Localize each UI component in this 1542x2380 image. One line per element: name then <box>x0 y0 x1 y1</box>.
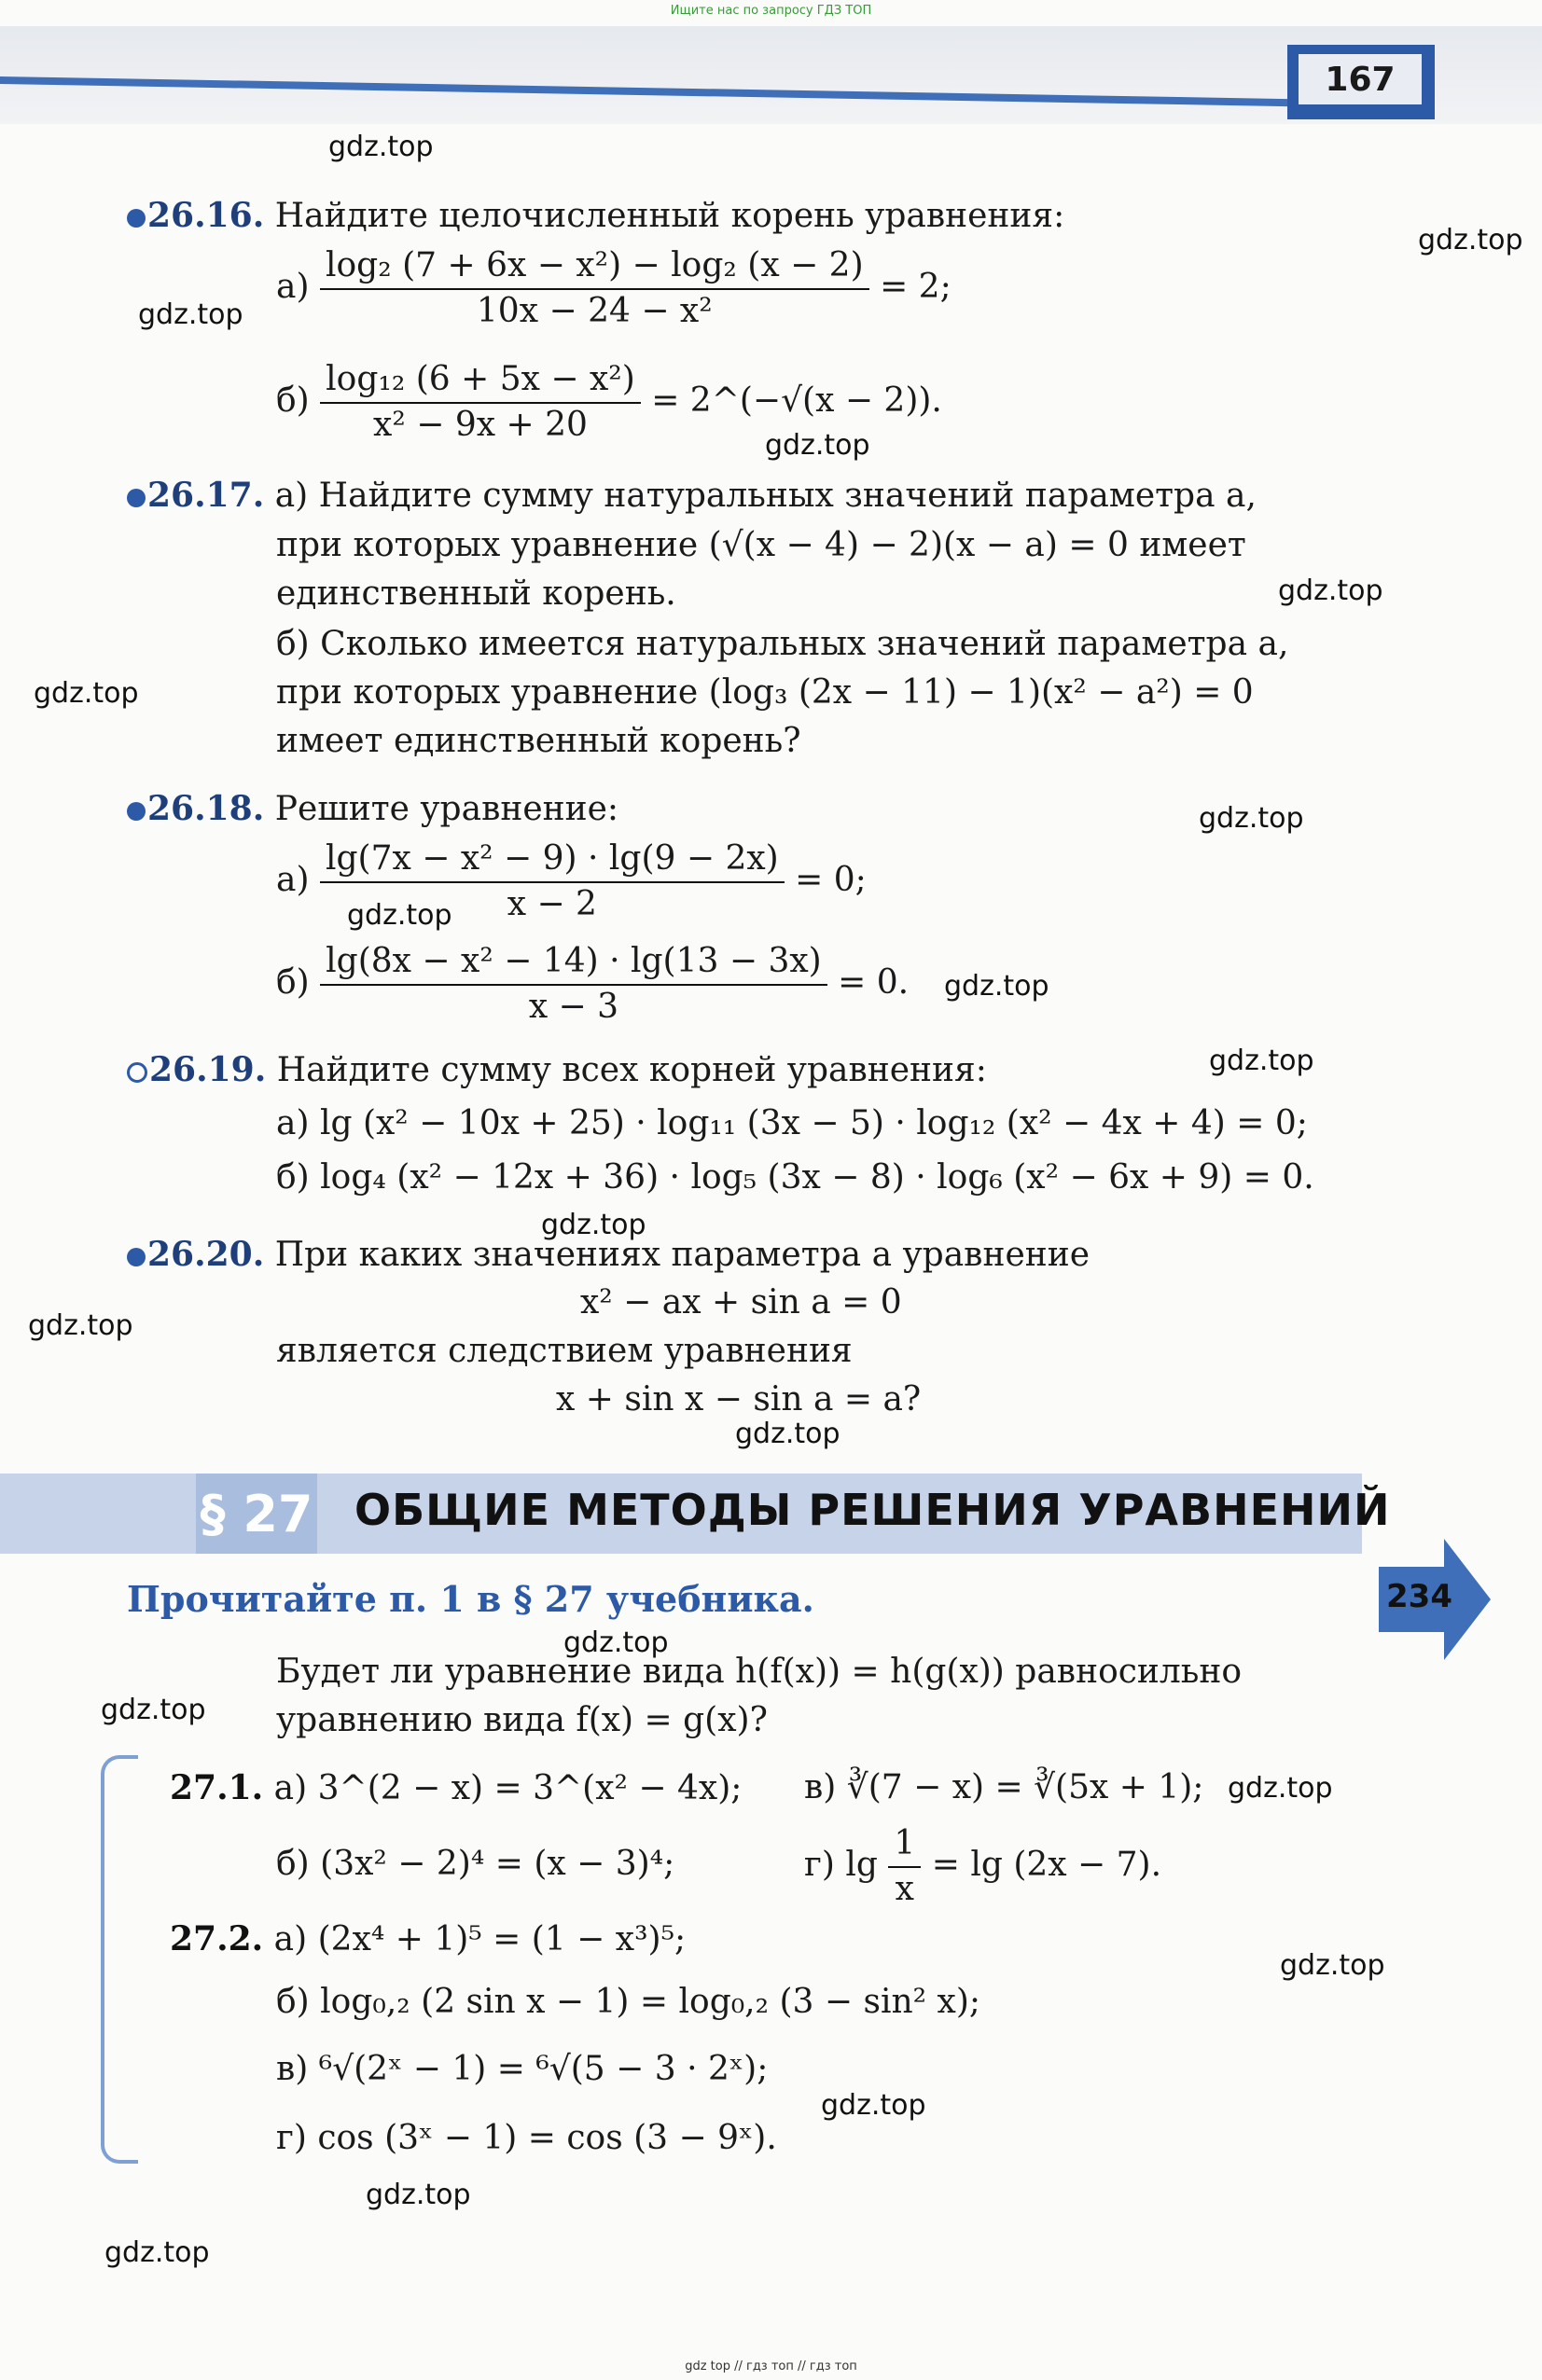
item-label: б) <box>276 962 310 1002</box>
problem-text: При каких значениях параметра a уравнение <box>274 1236 1091 1274</box>
equation: x + sin x − sin a = a? <box>556 1380 922 1418</box>
problem-text: Найдите целочисленный корень уравнения: <box>274 197 1065 235</box>
fraction <box>888 1822 921 1912</box>
reference-page-number: 234 <box>1386 1578 1452 1615</box>
problem-27-1-b: б) (3x² − 2)⁴ = (x − 3)⁴; <box>276 1845 675 1883</box>
problem-27-1-g <box>804 1822 1161 1912</box>
watermark: gdz.top <box>34 677 139 710</box>
question-text: Будет ли уравнение вида h(f(x)) = h(g(x)) равносильно <box>276 1653 1243 1691</box>
page-number: 167 <box>1299 54 1422 104</box>
equation: x² − ax + sin a = 0 <box>580 1283 902 1321</box>
item-label: б) <box>276 381 310 420</box>
watermark: gdz.top <box>1199 802 1304 835</box>
footer-note: gdz top // гдз топ // гдз топ <box>685 2359 857 2373</box>
rhs: = 0. <box>838 962 910 1002</box>
item-text: а) (2x⁴ + 1)⁵ = (1 − x³)⁵; <box>273 1920 687 1958</box>
item-label: а) <box>276 267 310 306</box>
page-number-box <box>1287 45 1435 119</box>
watermark: gdz.top <box>563 1626 669 1659</box>
problem-26-16-a <box>276 244 952 334</box>
fraction <box>320 837 785 927</box>
problem-27-1-v: в) ∛(7 − x) = ∛(5x + 1); <box>804 1768 1204 1806</box>
problem-text: при которых уравнение (√(x − 4) − 2)(x − a) = 0 имеет <box>276 526 1246 564</box>
problem-26-17 <box>127 474 1368 519</box>
numerator: log₁₂ (6 + 5x − x²) <box>320 358 641 404</box>
problem-number: 26.20. <box>147 1235 265 1274</box>
problem-text: б) Сколько имеется натуральных значений параметра a, <box>276 625 1289 663</box>
denominator: x² − 9x + 20 <box>373 405 588 444</box>
problem-text: а) Найдите сумму натуральных значений параметра a, <box>274 477 1257 515</box>
denominator: x <box>895 1869 914 1908</box>
denominator: 10x − 24 − x² <box>476 291 713 330</box>
problem-26-19-heading <box>127 1048 987 1093</box>
problem-text: при которых уравнение (log₃ (2x − 11) − 1)(x² − a²) = 0 <box>276 673 1254 712</box>
problem-text: является следствием уравнения <box>276 1332 853 1370</box>
problem-number: 26.19. <box>149 1050 267 1089</box>
question-text: уравнению вида f(x) = g(x)? <box>276 1701 768 1739</box>
problem-27-2-b: б) log₀,₂ (2 sin x − 1) = log₀,₂ (3 − sin² x); <box>276 1983 981 2021</box>
problem-27-2-a <box>170 1917 686 1962</box>
section-badge: § 27 <box>196 1474 317 1554</box>
exercise-bracket <box>101 1755 138 2164</box>
open-bullet-icon <box>127 1062 147 1083</box>
item-text: а) 3^(2 − x) = 3^(x² − 4x); <box>273 1769 743 1807</box>
denominator: x − 2 <box>507 884 597 923</box>
fraction <box>320 940 827 1030</box>
fraction <box>320 244 869 334</box>
numerator: lg(7x − x² − 9) · lg(9 − 2x) <box>320 837 785 883</box>
problem-26-19-a: а) lg (x² − 10x + 25) · log₁₁ (3x − 5) · log₁₂ (x² − 4x + 4) = 0; <box>276 1104 1308 1142</box>
top-note: Ищите нас по запросу ГДЗ ТОП <box>670 4 872 18</box>
problem-27-1-a <box>170 1766 742 1811</box>
problem-number: 26.16. <box>147 196 265 235</box>
problem-number: 26.17. <box>147 476 265 515</box>
numerator: lg(8x − x² − 14) · lg(13 − 3x) <box>320 940 827 986</box>
rhs: = 0; <box>795 860 867 899</box>
watermark: gdz.top <box>366 2179 471 2211</box>
bullet-icon <box>127 209 146 228</box>
problem-26-20-heading <box>127 1233 1090 1278</box>
rhs: = 2; <box>880 267 952 306</box>
watermark: gdz.top <box>1418 224 1523 256</box>
watermark: gdz.top <box>765 429 870 462</box>
bullet-icon <box>127 802 146 821</box>
watermark: gdz.top <box>821 2089 926 2122</box>
bullet-icon <box>127 489 146 507</box>
item-label: г) lg <box>804 1845 878 1884</box>
denominator: x − 3 <box>528 987 619 1026</box>
watermark: gdz.top <box>1228 1772 1333 1805</box>
watermark: gdz.top <box>28 1309 133 1342</box>
problem-text: Найдите сумму всех корней уравнения: <box>276 1051 987 1089</box>
numerator: 1 <box>888 1822 921 1868</box>
bullet-icon <box>127 1248 146 1266</box>
read-instruction: Прочитайте п. 1 в § 27 учебника. <box>127 1578 814 1620</box>
fraction <box>320 358 641 448</box>
watermark: gdz.top <box>104 2236 210 2269</box>
numerator: log₂ (7 + 6x − x²) − log₂ (x − 2) <box>320 244 869 290</box>
section-title: ОБЩИЕ МЕТОДЫ РЕШЕНИЯ УРАВНЕНИЙ <box>354 1485 1391 1535</box>
problem-26-18-heading <box>127 787 618 832</box>
watermark: gdz.top <box>1278 574 1383 607</box>
problem-text: Решите уравнение: <box>274 790 619 828</box>
problem-text: единственный корень. <box>276 574 676 613</box>
watermark: gdz.top <box>1280 1949 1385 1982</box>
problem-number: 26.18. <box>147 789 265 828</box>
problem-27-2-v: в) ⁶√(2ˣ − 1) = ⁶√(5 − 3 · 2ˣ); <box>276 2050 769 2088</box>
watermark: gdz.top <box>541 1209 646 1241</box>
problem-number: 27.1. <box>170 1768 264 1807</box>
watermark: gdz.top <box>1209 1045 1314 1077</box>
problem-number: 27.2. <box>170 1919 264 1958</box>
problem-26-18-b <box>276 940 909 1030</box>
watermark: gdz.top <box>944 970 1049 1003</box>
watermark: gdz.top <box>101 1694 206 1726</box>
rhs: = 2^(−√(x − 2)). <box>651 381 942 420</box>
problem-26-16-heading <box>127 194 1064 239</box>
watermark: gdz.top <box>138 298 243 331</box>
problem-27-2-g: г) cos (3ˣ − 1) = cos (3 − 9ˣ). <box>276 2119 777 2157</box>
problem-26-18-a <box>276 837 867 927</box>
watermark: gdz.top <box>328 131 434 163</box>
problem-26-19-b: б) log₄ (x² − 12x + 36) · log₅ (3x − 8) · log₆ (x² − 6x + 9) = 0. <box>276 1158 1314 1197</box>
item-label: а) <box>276 860 310 899</box>
problem-text: имеет единственный корень? <box>276 722 801 760</box>
problem-26-16-b <box>276 358 942 448</box>
watermark: gdz.top <box>347 899 452 932</box>
rhs: = lg (2x − 7). <box>931 1845 1162 1884</box>
watermark: gdz.top <box>735 1418 840 1450</box>
